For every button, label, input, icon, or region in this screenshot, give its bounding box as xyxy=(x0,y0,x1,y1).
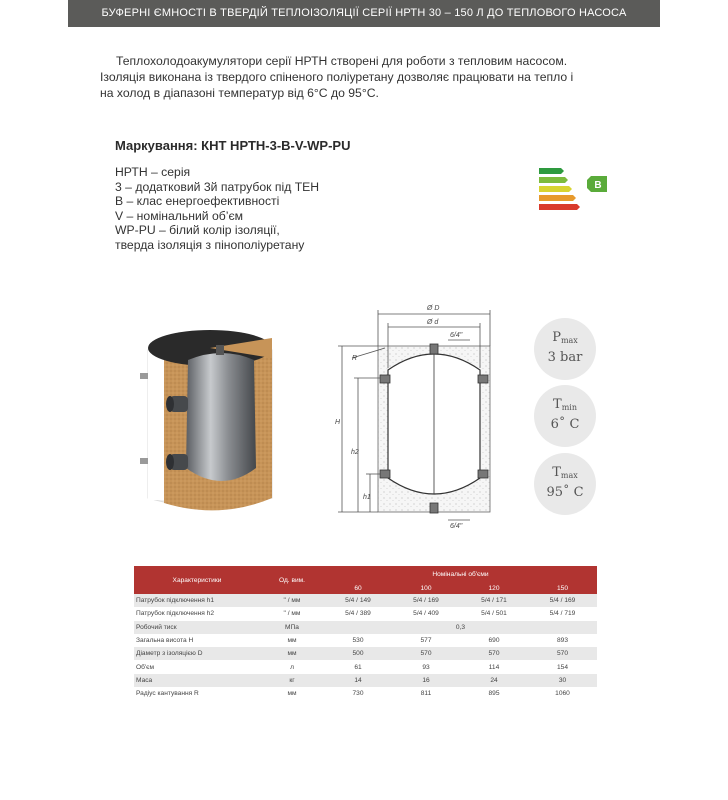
energy-bar-e xyxy=(539,204,580,210)
cell-value: 61 xyxy=(324,660,392,673)
table-row xyxy=(134,660,597,673)
row-name: Об'єм xyxy=(134,660,260,673)
row-name: Радіус кантування R xyxy=(134,687,260,700)
marking-item: НРТН – серія xyxy=(115,165,191,179)
row-unit: л xyxy=(260,660,324,673)
dim-label-R: R xyxy=(352,355,358,362)
table-row xyxy=(134,594,597,607)
marking-item: V – номінальний об’єм xyxy=(115,208,244,223)
col-header-unit: Од. вим. xyxy=(260,566,324,594)
cell-value: 730 xyxy=(324,687,392,700)
cell-value: 5/4 / 719 xyxy=(528,607,597,620)
dim-label-D: Ø D xyxy=(427,305,440,312)
row-unit: мм xyxy=(260,647,324,660)
cell-value: 1060 xyxy=(528,687,597,700)
cell-value: 530 xyxy=(324,634,392,647)
cell-value: 690 xyxy=(460,634,528,647)
cell-value: 5/4 / 169 xyxy=(392,594,460,607)
marking-item: B – клас енергоефективності xyxy=(115,194,280,208)
page-header: БУФЕРНІ ЄМНОСТІ В ТВЕРДІЙ ТЕПЛОІЗОЛЯЦІЇ СЕРІЇ НРТН 30 – 150 Л ДО ТЕПЛОВОГО НАСОСА xyxy=(68,0,660,27)
temperature-max-badge xyxy=(534,453,596,515)
row-unit: " / мм xyxy=(260,607,324,620)
cell-value: 895 xyxy=(460,687,528,700)
cell-value: 577 xyxy=(392,634,460,647)
cell-value: 570 xyxy=(460,647,528,660)
col-header-volume: 150 xyxy=(528,582,597,594)
dim-label-d: Ø d xyxy=(427,319,439,326)
cell-value: 5/4 / 149 xyxy=(324,594,392,607)
badge-subscript: max xyxy=(560,336,578,345)
marking-title: Маркування: КНТ НРТН-3-B-V-WP-PU xyxy=(115,138,351,153)
tank-3d-illustration xyxy=(140,330,272,510)
cell-value: 5/4 / 389 xyxy=(324,607,392,620)
energy-class-icon xyxy=(537,166,617,216)
badge-value: 3 bar xyxy=(547,350,583,365)
intro-line-3: на холод в діапазоні температур від 6°С до 95°С. xyxy=(100,86,379,100)
energy-bar-c xyxy=(539,186,572,192)
specifications-table xyxy=(134,566,597,700)
pressure-max-badge xyxy=(534,318,596,380)
cell-value: 93 xyxy=(392,660,460,673)
table-row xyxy=(134,607,597,620)
badge-symbol: T xyxy=(552,465,561,480)
row-unit: " / мм xyxy=(260,594,324,607)
cell-value: 114 xyxy=(460,660,528,673)
cell-value: 570 xyxy=(528,647,597,660)
col-header-volume: 100 xyxy=(392,582,460,594)
energy-bar-a xyxy=(539,168,564,174)
cell-value: 811 xyxy=(392,687,460,700)
intro-line-2: Ізоляція виконана із твердого спіненого поліуретану дозволяє працювати на тепло і xyxy=(100,70,574,84)
badge-value: 6˚ C xyxy=(550,417,580,432)
cell-value: 14 xyxy=(324,674,392,687)
row-unit: МПа xyxy=(260,621,324,634)
energy-bar-b xyxy=(539,177,568,183)
energy-class-label: B xyxy=(594,180,602,191)
row-name: Загальна висота H xyxy=(134,634,260,647)
col-header-volume: 60 xyxy=(324,582,392,594)
col-header-characteristics: Характеристики xyxy=(134,566,260,594)
table-row xyxy=(134,634,597,647)
fitting-label-bottom: 6/4" xyxy=(450,523,463,530)
cell-value-merged: 0,3 xyxy=(324,621,597,634)
table-row xyxy=(134,621,597,634)
row-unit: кг xyxy=(260,674,324,687)
table-row xyxy=(134,674,597,687)
badge-subscript: min xyxy=(561,403,577,412)
dim-label-h1: h1 xyxy=(363,494,371,501)
cell-value: 5/4 / 501 xyxy=(460,607,528,620)
marking-item: WP-PU – білий колір ізоляції, xyxy=(115,223,280,237)
badge-value: 95˚ C xyxy=(546,485,584,500)
badge-symbol: T xyxy=(553,397,562,412)
cell-value: 570 xyxy=(392,647,460,660)
badge-symbol: P xyxy=(552,330,561,345)
dim-label-H: H xyxy=(335,419,341,426)
dim-label-h2: h2 xyxy=(351,449,359,456)
row-name: Патрубок підключення h1 xyxy=(134,594,260,607)
cell-value: 500 xyxy=(324,647,392,660)
col-header-volumes: Номінальні об'єми xyxy=(324,566,597,582)
cell-value: 5/4 / 171 xyxy=(460,594,528,607)
cell-value: 30 xyxy=(528,674,597,687)
col-header-volume: 120 xyxy=(460,582,528,594)
cell-value: 5/4 / 409 xyxy=(392,607,460,620)
row-name: Робочий тиск xyxy=(134,621,260,634)
row-unit: мм xyxy=(260,634,324,647)
marking-item: 3 – додатковий 3й патрубок під ТЕН xyxy=(115,179,320,194)
tank-section-drawing xyxy=(338,310,490,520)
temperature-min-badge xyxy=(534,385,596,447)
energy-bar-d xyxy=(539,195,576,201)
intro-paragraph xyxy=(100,53,645,101)
cell-value: 24 xyxy=(460,674,528,687)
intro-line-1: Теплохолодоакумулятори серії НРТН створені для роботи з тепловим насосом. xyxy=(116,54,568,68)
marking-item: тверда ізоляція з пінополіуретану xyxy=(115,237,305,252)
cell-value: 893 xyxy=(528,634,597,647)
row-name: Діаметр з ізоляцією D xyxy=(134,647,260,660)
cell-value: 16 xyxy=(392,674,460,687)
row-name: Маса xyxy=(134,674,260,687)
badge-subscript: max xyxy=(560,471,578,480)
marking-list xyxy=(115,165,319,252)
row-name: Патрубок підключення h2 xyxy=(134,607,260,620)
fitting-label-top: 6/4" xyxy=(450,332,463,339)
cell-value: 5/4 / 169 xyxy=(528,594,597,607)
cell-value: 154 xyxy=(528,660,597,673)
table-row xyxy=(134,647,597,660)
row-unit: мм xyxy=(260,687,324,700)
tank-drawings xyxy=(130,298,590,534)
table-row xyxy=(134,687,597,700)
